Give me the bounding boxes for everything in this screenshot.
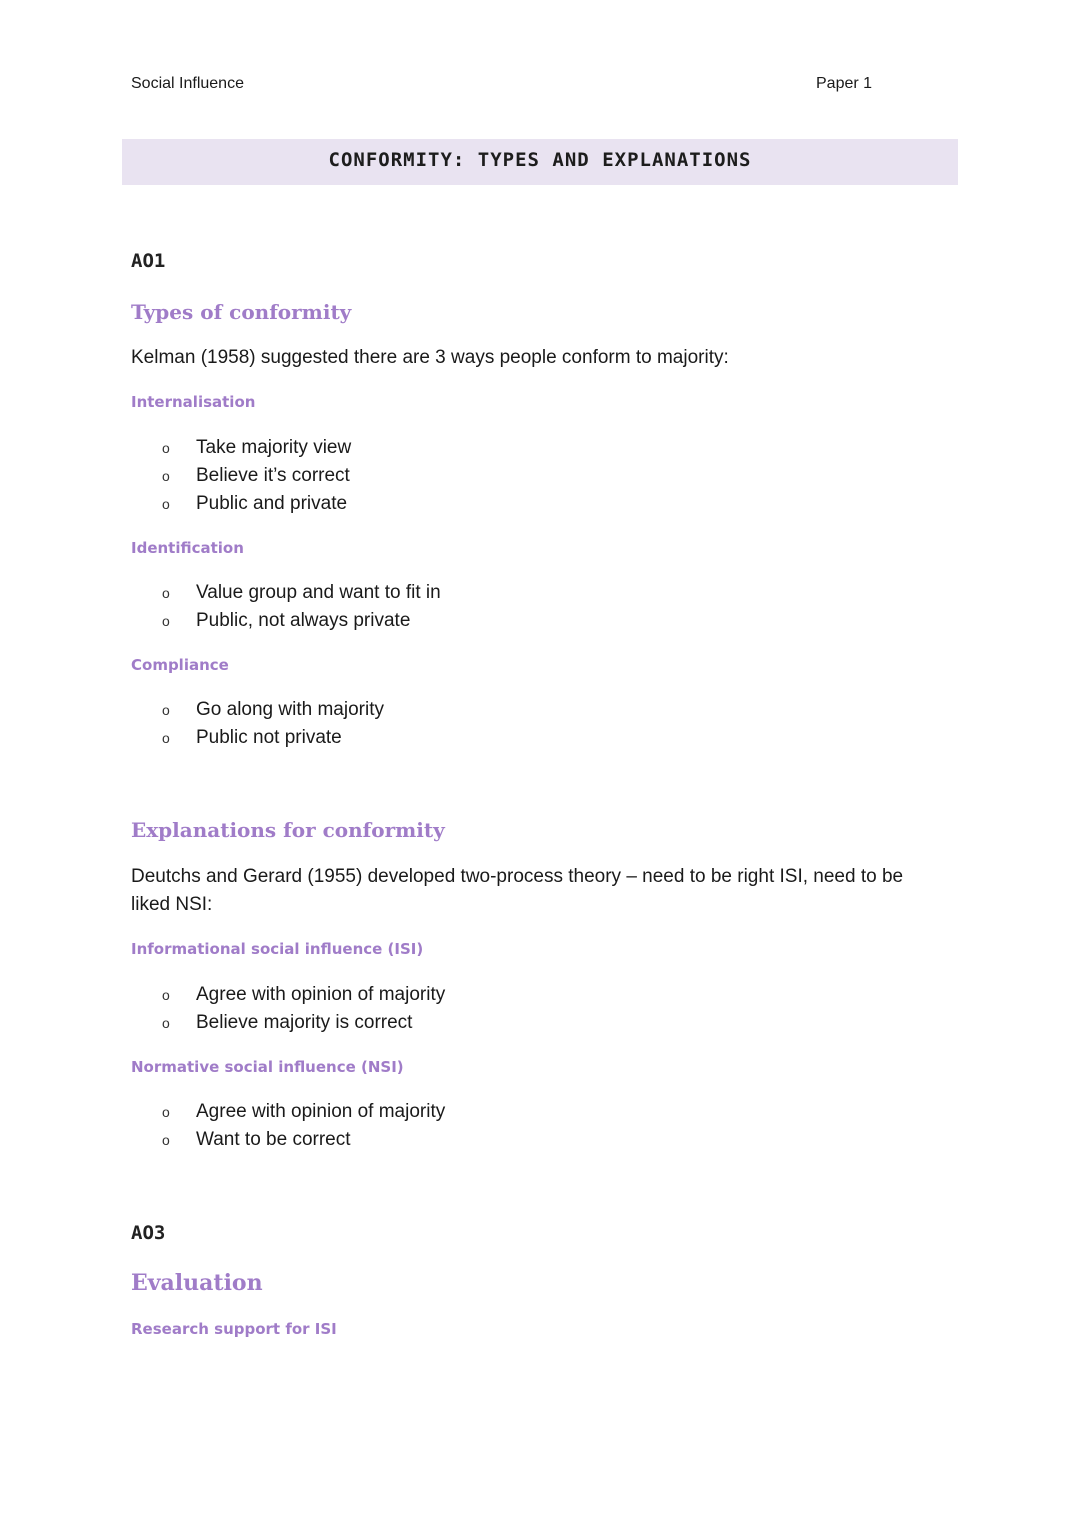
bullet-icon: o	[162, 1132, 170, 1148]
isi-label: Informational social influence (ISI)	[131, 940, 424, 958]
compliance-list	[162, 696, 384, 752]
identification-label: Identification	[131, 539, 244, 557]
header-paper: Paper 1	[816, 75, 873, 92]
page-title: CONFORMITY: TYPES AND EXPLANATIONS	[328, 149, 752, 171]
bullet-icon: o	[162, 468, 170, 484]
list-item: o Public and private	[162, 490, 351, 518]
identification-list	[162, 579, 441, 635]
deutsch-gerard-intro: Deutchs and Gerard (1955) developed two-process theory – need to be right ISI, need to be liked NSI:	[131, 866, 904, 915]
ao3-label: AO3	[131, 1222, 166, 1244]
bullet-icon: o	[162, 440, 170, 456]
bullet-icon: o	[162, 496, 170, 512]
list-item: o Want to be correct	[162, 1126, 445, 1154]
compliance-label: Compliance	[131, 656, 229, 674]
isi-list	[162, 981, 445, 1037]
nsi-list	[162, 1098, 445, 1154]
list-item: o Public not private	[162, 724, 384, 752]
explanations-heading: Explanations for conformity	[131, 818, 445, 842]
list-item: o Believe majority is correct	[162, 1009, 445, 1037]
bullet-icon: o	[162, 987, 170, 1003]
bullet-icon: o	[162, 585, 170, 601]
bullet-icon: o	[162, 730, 170, 746]
list-item: o Value group and want to fit in	[162, 579, 441, 607]
bullet-icon: o	[162, 1015, 170, 1031]
internalisation-label: Internalisation	[131, 393, 256, 411]
list-item: o Agree with opinion of majority	[162, 981, 445, 1009]
list-item: o Believe it’s correct	[162, 462, 351, 490]
list-item: o Take majority view	[162, 434, 351, 462]
list-item: o Agree with opinion of majority	[162, 1098, 445, 1126]
bullet-icon: o	[162, 1104, 170, 1120]
nsi-label: Normative social influence (NSI)	[131, 1058, 404, 1076]
types-heading: Types of conformity	[131, 300, 352, 324]
header-subject: Social Influence	[131, 75, 244, 92]
list-item: o Public, not always private	[162, 607, 441, 635]
research-support-label: Research support for ISI	[131, 1320, 337, 1338]
title-band	[122, 139, 958, 185]
evaluation-heading: Evaluation	[131, 1270, 263, 1296]
ao1-label: AO1	[131, 250, 166, 272]
bullet-icon: o	[162, 702, 170, 718]
internalisation-list	[162, 434, 351, 518]
list-item: o Go along with majority	[162, 696, 384, 724]
bullet-icon: o	[162, 613, 170, 629]
kelman-intro: Kelman (1958) suggested there are 3 ways people conform to majority:	[131, 347, 729, 368]
